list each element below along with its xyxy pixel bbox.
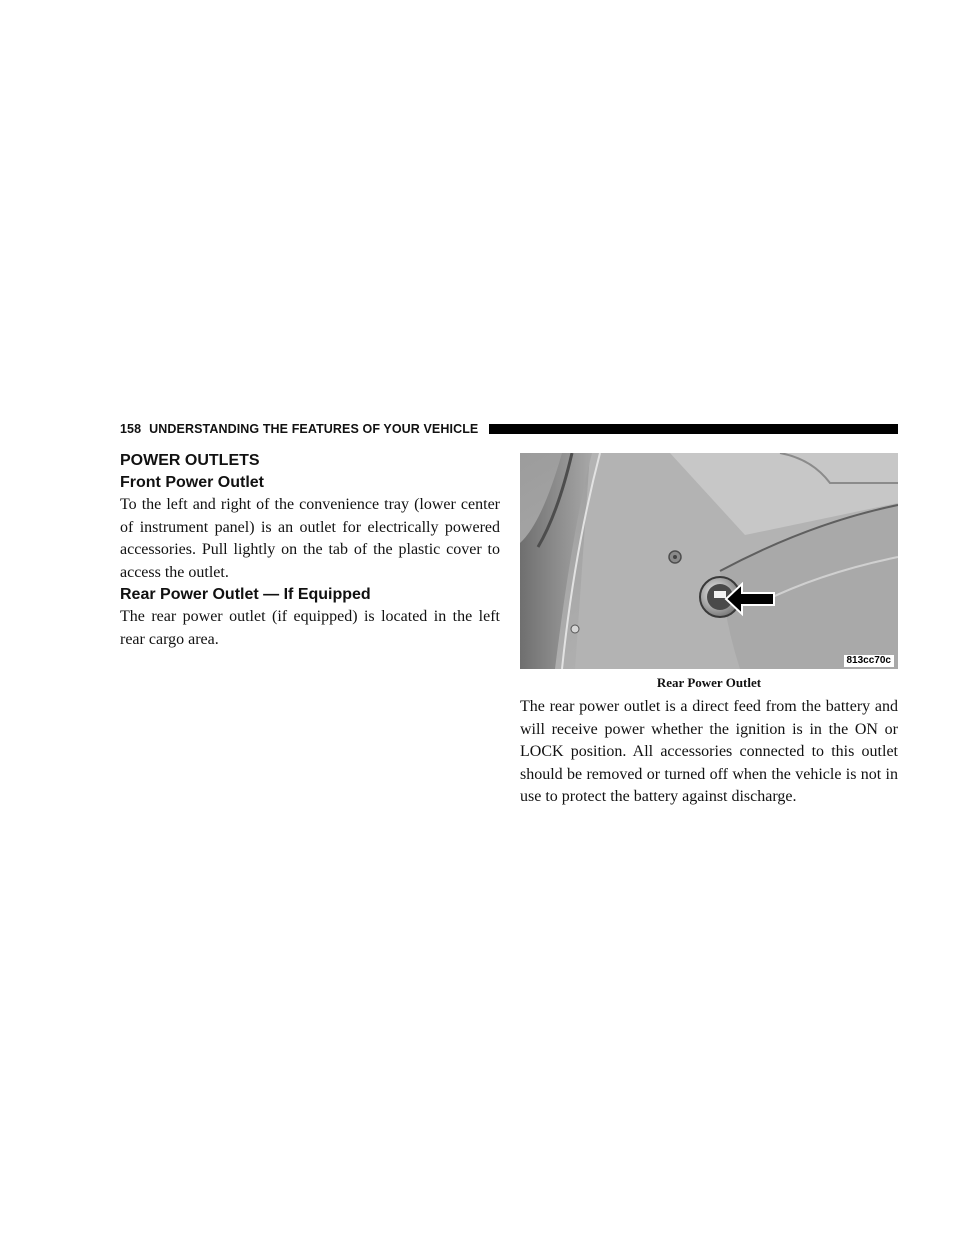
rear-power-outlet-figure bbox=[520, 453, 898, 669]
left-column bbox=[120, 450, 500, 651]
chapter-title: UNDERSTANDING THE FEATURES OF YOUR VEHICLE bbox=[149, 422, 479, 436]
section-title: POWER OUTLETS bbox=[120, 452, 260, 469]
front-outlet-heading: Front Power Outlet bbox=[120, 474, 264, 491]
right-column bbox=[520, 453, 898, 809]
rear-outlet-detail-text: The rear power outlet is a direct feed from the battery and will receive power whether the ignition is in the ON or LOCK position. All accessories connected to this outlet should be removed or turned off when the vehicle is not in use to protect the battery against discharge. bbox=[520, 698, 898, 805]
header-rule bbox=[489, 424, 898, 434]
front-outlet-text: To the left and right of the convenience tray (lower center of instrument panel) is an outlet for electrically powered accessories. Pull lightly on the tab of the plastic cover to access the outlet. bbox=[120, 496, 500, 581]
figure-caption: Rear Power Outlet bbox=[656, 675, 762, 690]
page-number: 158 bbox=[120, 422, 142, 436]
cargo-area-illustration bbox=[520, 453, 898, 669]
rear-outlet-text: The rear power outlet (if equipped) is located in the left rear cargo area. bbox=[120, 608, 500, 648]
header-text bbox=[120, 421, 478, 437]
page-header bbox=[120, 421, 898, 437]
rear-outlet-heading: Rear Power Outlet — If Equipped bbox=[120, 586, 371, 603]
figure-code: 813cc70c bbox=[844, 655, 895, 667]
